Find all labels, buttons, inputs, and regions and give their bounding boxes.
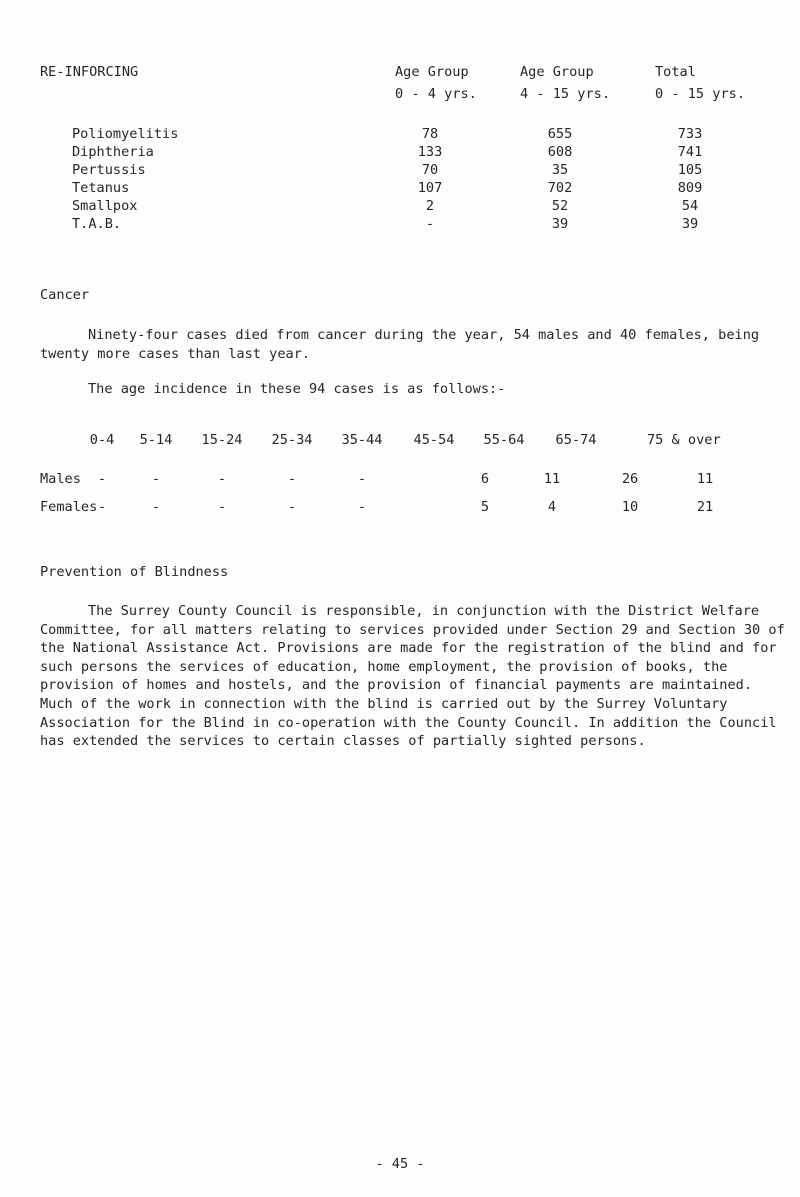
row-label: Poliomyelitis <box>72 126 179 142</box>
age-header: 35-44 <box>341 432 383 448</box>
row-label: Males <box>40 471 81 487</box>
row-label: Tetanus <box>72 180 130 196</box>
cell: 105 <box>677 162 703 178</box>
blindness-heading: Prevention of Blindness <box>40 564 229 580</box>
col-header-total-line1: Total <box>655 64 696 80</box>
blindness-paragraph-text: The Surrey County Council is responsible, in conjunction with the District Welfare Committee, for all matters relating to services provided under Section 29 and Section 30 of the National Assistance Act. Provisions are made for the registration of the blind and for such persons the services of education, home employment, the provision of books, the provision of homes and hostels, and the provision of financial payments are maintained. Much of the work in connection with the blind is carried out by the Surrey Voluntary Association for the Blind in co-operation with the County Council. In addition the Council has extended the services to certain classes of partially sighted persons. <box>40 603 785 750</box>
age-header: 45-54 <box>413 432 455 448</box>
row-label: T.A.B. <box>72 216 122 232</box>
cell: 5 <box>480 499 490 515</box>
cell: 35 <box>551 162 569 178</box>
cell: 6 <box>480 471 490 487</box>
cell: - <box>287 499 297 515</box>
age-header: 0-4 <box>89 432 115 448</box>
cell: 809 <box>677 180 703 196</box>
cancer-paragraph-text: Ninety-four cases died from cancer during the year, 54 males and 40 females, being twenty more cases than last year. <box>40 327 760 362</box>
cell: 11 <box>543 471 561 487</box>
age-header: 15-24 <box>201 432 243 448</box>
cell: 608 <box>547 144 573 160</box>
cell: - <box>357 471 367 487</box>
age-header: 25-34 <box>271 432 313 448</box>
cell: 2 <box>425 198 435 214</box>
cell: - <box>151 499 161 515</box>
age-header: 55-64 <box>483 432 525 448</box>
cell: - <box>97 471 107 487</box>
cancer-age-intro-text: The age incidence in these 94 cases is as follows:- <box>88 381 506 397</box>
row-label: Pertussis <box>72 162 146 178</box>
col-header-0-4-line2: 0 - 4 yrs. <box>395 86 477 102</box>
cell: 21 <box>696 499 714 515</box>
cell: 52 <box>551 198 569 214</box>
cell: 133 <box>417 144 443 160</box>
age-header: 5-14 <box>139 432 173 448</box>
cell: 11 <box>696 471 714 487</box>
col-header-4-15-line2: 4 - 15 yrs. <box>520 86 611 102</box>
cell: - <box>97 499 107 515</box>
row-label: Smallpox <box>72 198 138 214</box>
row-label: Diphtheria <box>72 144 154 160</box>
cell: - <box>425 216 435 232</box>
col-header-0-4-line1: Age Group <box>395 64 469 80</box>
cell: 733 <box>677 126 703 142</box>
reinforcing-title: RE-INFORCING <box>40 64 139 80</box>
cell: - <box>217 499 227 515</box>
cell: 655 <box>547 126 573 142</box>
col-header-total-line2: 0 - 15 yrs. <box>655 86 746 102</box>
cell: - <box>151 471 161 487</box>
cancer-heading: Cancer <box>40 287 90 303</box>
page-number: - 45 - <box>375 1156 425 1172</box>
cell: - <box>217 471 227 487</box>
cancer-paragraph <box>40 326 785 363</box>
cell: 107 <box>417 180 443 196</box>
cell: 54 <box>681 198 699 214</box>
cell: 78 <box>421 126 439 142</box>
cell: - <box>357 499 367 515</box>
blindness-paragraph <box>40 602 785 751</box>
col-header-4-15-line1: Age Group <box>520 64 594 80</box>
cell: 702 <box>547 180 573 196</box>
cell: 741 <box>677 144 703 160</box>
age-header: 65-74 <box>555 432 597 448</box>
cell: - <box>287 471 297 487</box>
cell: 10 <box>621 499 639 515</box>
cell: 39 <box>551 216 569 232</box>
age-header: 75 & over <box>647 432 721 448</box>
cell: 70 <box>421 162 439 178</box>
cell: 4 <box>547 499 557 515</box>
cell: 39 <box>681 216 699 232</box>
cancer-age-intro <box>40 380 785 399</box>
row-label: Females <box>40 499 98 515</box>
cell: 26 <box>621 471 639 487</box>
